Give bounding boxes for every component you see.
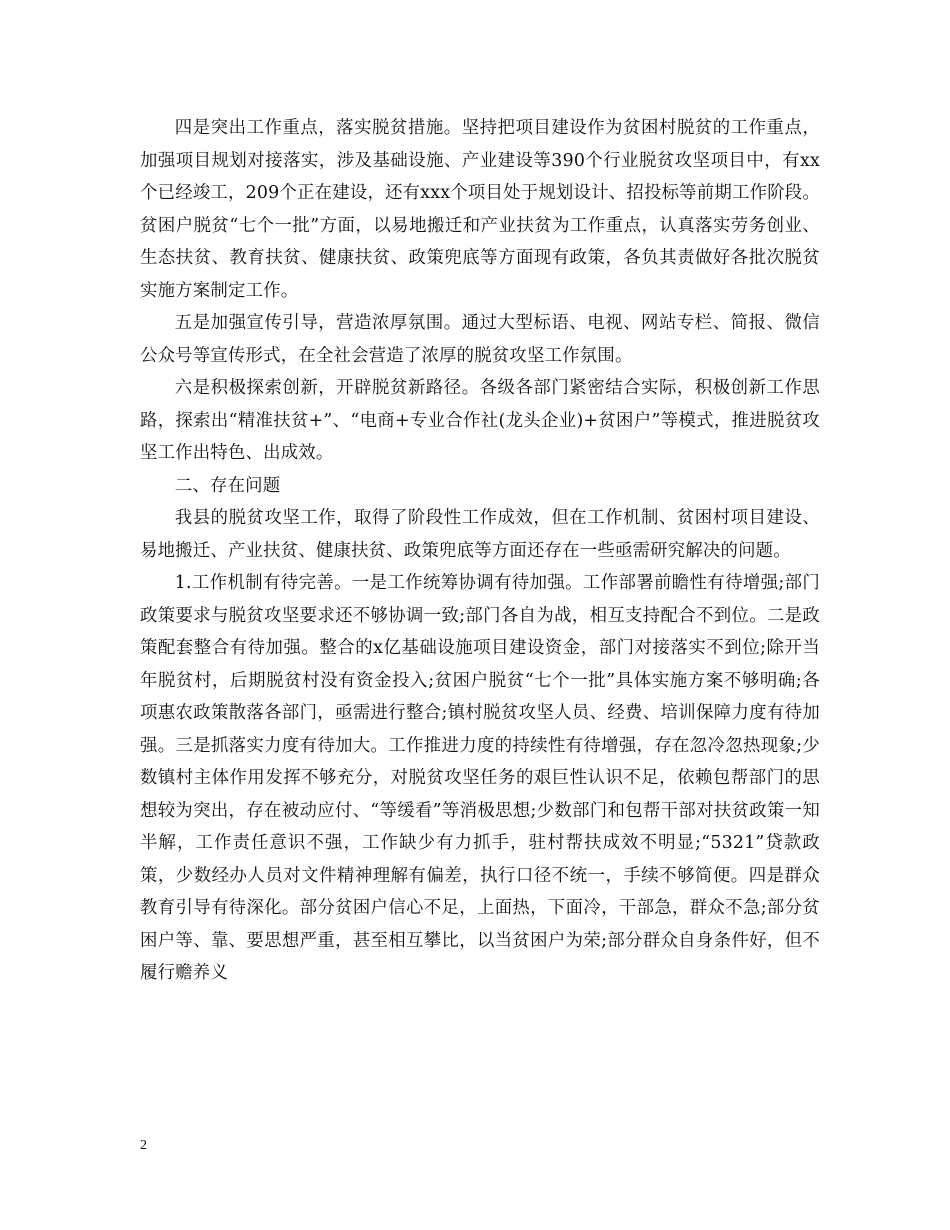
section-heading-problems: 二、存在问题 — [174, 475, 281, 496]
paragraph-item-four: 四是突出工作重点，落实脱贫措施。坚持把项目建设作为贫困村脱贫的工作重点，加强项目规划对接落实，涉及基础设施、产业建设等390个行业脱贫攻坚项目中，有xx个已经竣工，209个正在建设，还有xxx个项目处于规划设计、招投标等前期工作阶段。贫困户脱贫“七个一批”方面，以易地搬迁和产业扶贫为工作重点，认真落实劳务创业、生态扶贫、教育扶贫、健康扶贫、政策兜底等方面现有政策，各负其责做好各批次脱贫实施方案制定工作。 — [140, 118, 820, 301]
page-number: 2 — [140, 1138, 147, 1153]
paragraph-item-six: 六是积极探索创新，开辟脱贫新路径。各级各部门紧密结合实际，积极创新工作思路，探索出“精准扶贫+”、“电商+专业合作社(龙头企业)+贫困户”等模式，推进脱贫攻坚工作出特色、出成效。 — [140, 378, 820, 463]
paragraph-problem-one: 1.工作机制有待完善。一是工作统筹协调有待加强。工作部署前瞻性有待增强;部门政策要求与脱贫攻坚要求还不够协调一致;部门各自为战，相互支持配合不到位。二是政策配套整合有待加强。整合的x亿基础设施项目建设资金，部门对接落实不到位;除开当年脱贫村，后期脱贫村没有资金投入;贫困户脱贫“七个一批”具体实施方案不够明确;各项惠农政策散落各部门，亟需进行整合;镇村脱贫攻坚人员、经费、培训保障力度有待加强。三是抓落实力度有待加大。工作推进力度的持续性有待增强，存在忽冷忽热现象;少数镇村主体作用发挥不够充分，对脱贫攻坚任务的艰巨性认识不足，依赖包帮部门的思想较为突出，存在被动应付、“等缓看”等消极思想;少数部门和包帮干部对扶贫政策一知半解，工作责任意识不强，工作缺少有力抓手，驻村帮扶成效不明显;“5321”贷款政策，少数经办人员对文件精神理解有偏差，执行口径不统一，手续不够简便。四是群众教育引导有待深化。部分贫困户信心不足，上面热，下面冷，干部急，群众不急;部分贫困户等、靠、要思想严重，甚至相互攀比，以当贫困户为荣;部分群众自身条件好，但不履行赡养义 — [140, 573, 820, 983]
paragraph-problems-intro: 我县的脱贫攻坚工作，取得了阶段性工作成效，但在工作机制、贫困村项目建设、易地搬迁、产业扶贫、健康扶贫、政策兜底等方面还存在一些亟需研究解决的问题。 — [140, 508, 820, 561]
paragraph-item-five: 五是加强宣传引导，营造浓厚氛围。通过大型标语、电视、网站专栏、简报、微信公众号等宣传形式，在全社会营造了浓厚的脱贫攻坚工作氛围。 — [140, 313, 820, 366]
document-body — [140, 112, 820, 990]
